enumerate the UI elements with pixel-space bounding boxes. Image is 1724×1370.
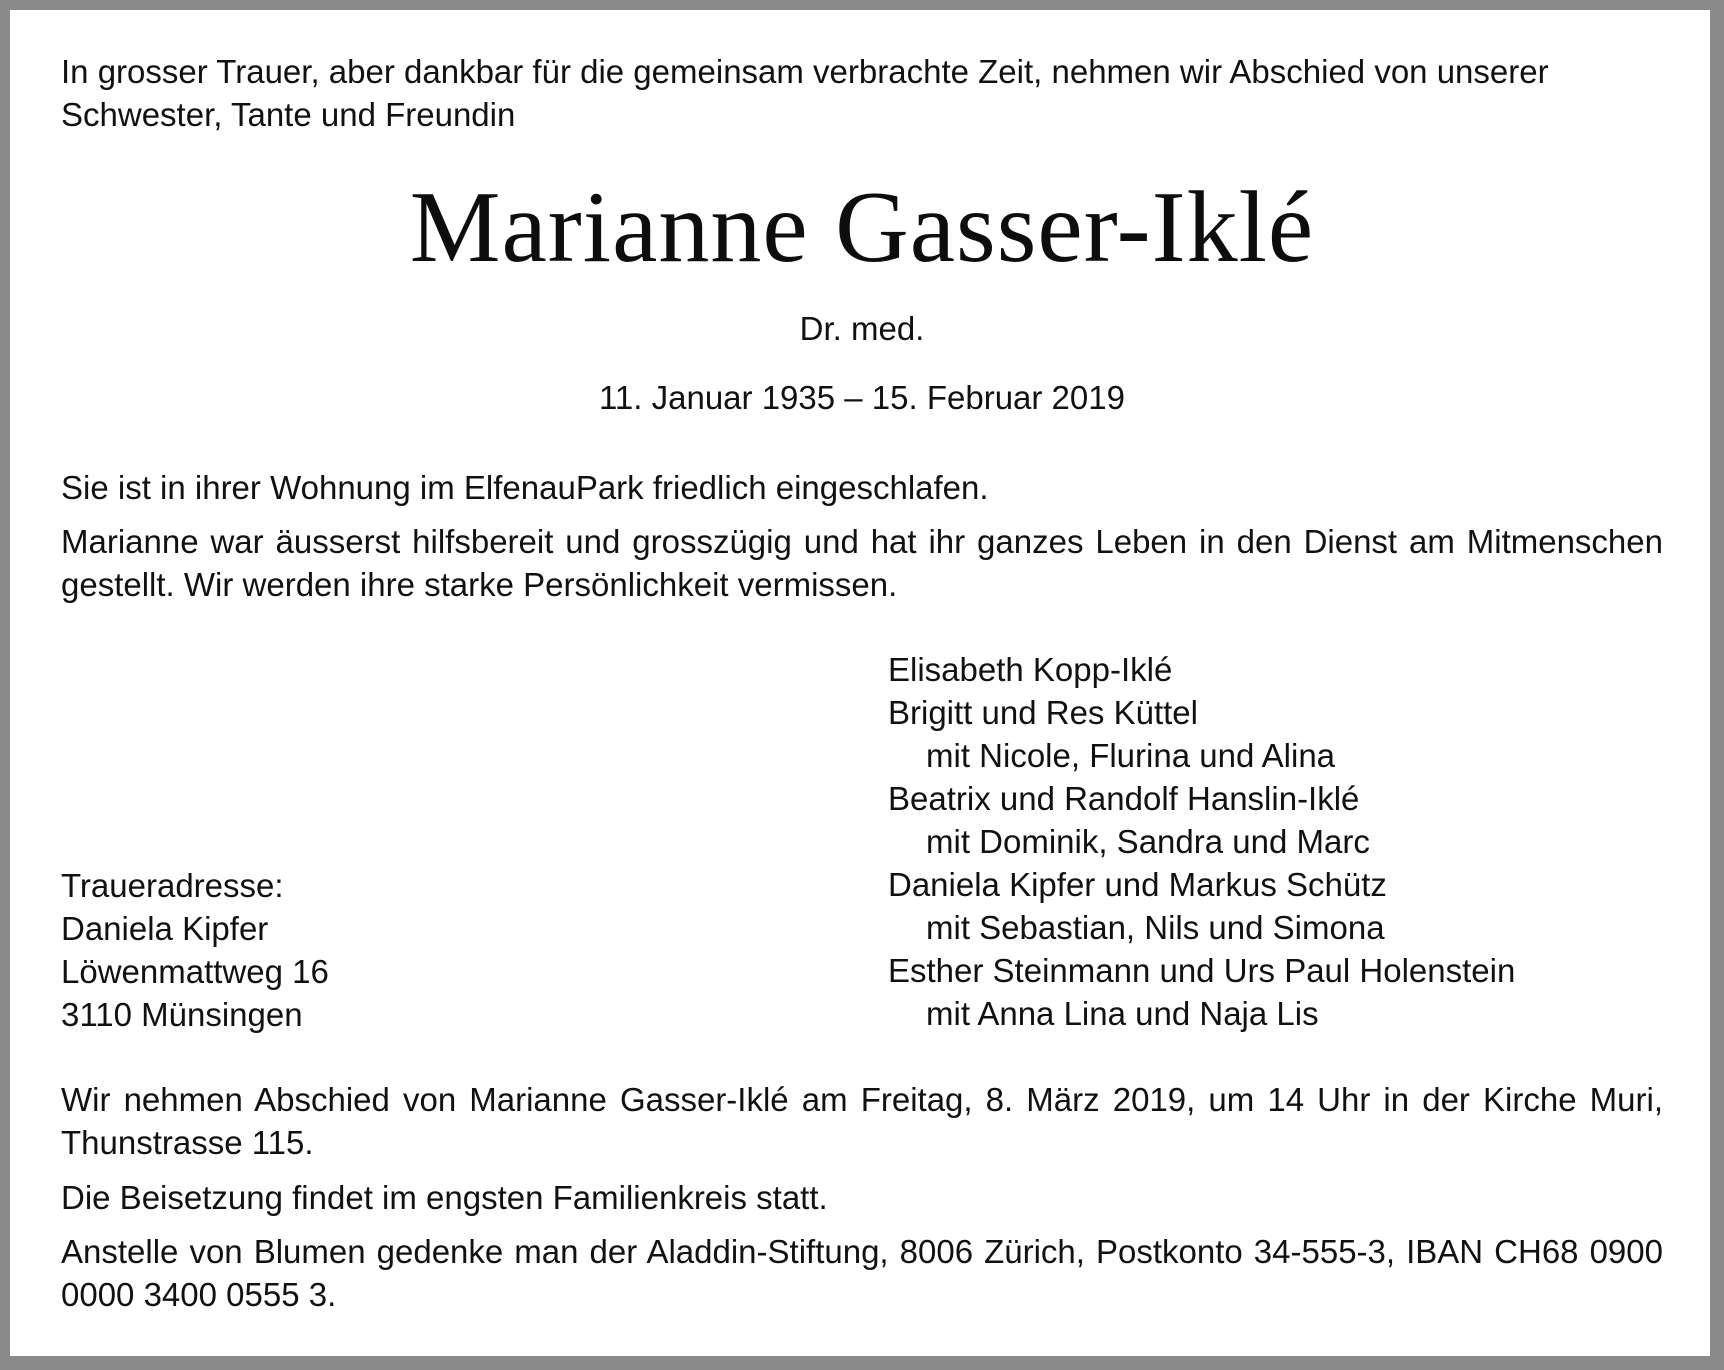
academic-title: Dr. med. — [799, 310, 925, 347]
tribute-text: Marianne war äusserst hilfsbereit und grosszügig und hat ihr ganzes Leben in den Dienst am Mitmenschen gestellt. Wir werden ihre starke Persönlichkeit vermissen. — [61, 523, 1663, 603]
life-dates: 11. Januar 1935 – 15. Februar 2019 — [599, 379, 1125, 416]
relative-children-line: mit Dominik, Sandra und Marc — [926, 823, 1370, 860]
intro-text: In grosser Trauer, aber dankbar für die gemeinsam verbrachte Zeit, nehmen wir Abschied von unserer Schwester, Tante und Freundin — [61, 53, 1549, 133]
relative-line: Elisabeth Kopp-Iklé — [888, 651, 1173, 688]
mourning-address — [61, 864, 329, 1036]
relative-children-line: mit Sebastian, Nils und Simona — [926, 909, 1385, 946]
relative-children-line: mit Nicole, Flurina und Alina — [926, 737, 1336, 774]
address-city: 3110 Münsingen — [61, 996, 303, 1033]
farewell-text: Wir nehmen Abschied von Marianne Gasser-Iklé am Freitag, 8. März 2019, um 14 Uhr in der Kirche Muri, Thunstrasse 115. — [61, 1081, 1663, 1161]
relatives-list — [888, 648, 1515, 1035]
address-street: Löwenmattweg 16 — [61, 953, 329, 990]
address-name: Daniela Kipfer — [61, 910, 269, 947]
passing-text: Sie ist in ihrer Wohnung im ElfenauPark friedlich eingeschlafen. — [61, 469, 989, 506]
relative-line: Esther Steinmann und Urs Paul Holenstein — [888, 952, 1516, 989]
deceased-name: Marianne Gasser-Iklé — [409, 171, 1315, 284]
relative-line: Beatrix und Randolf Hanslin-Iklé — [888, 780, 1360, 817]
burial-text: Die Beisetzung findet im engsten Familienkreis statt. — [61, 1179, 828, 1216]
relative-line: Daniela Kipfer und Markus Schütz — [888, 866, 1387, 903]
donation-text: Anstelle von Blumen gedenke man der Aladdin-Stiftung, 8006 Zürich, Postkonto 34-555-3, IBAN CH68 0900 0000 3400 0555 3. — [61, 1233, 1663, 1313]
address-label: Traueradresse: — [61, 867, 284, 904]
relative-line: Brigitt und Res Küttel — [888, 694, 1198, 731]
relative-children-line: mit Anna Lina und Naja Lis — [926, 995, 1319, 1032]
